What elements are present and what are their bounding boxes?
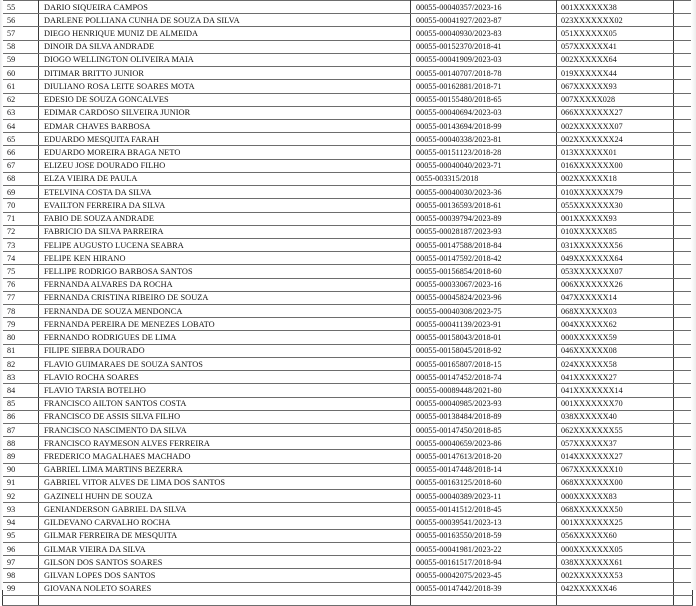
row-sequence-number: 84 [3, 384, 39, 397]
row-process-number: 00055-00041981/2023-22 [411, 542, 557, 555]
row-process-number: 00055-00158045/2018-92 [411, 344, 557, 357]
row-process-number: 00055-00040357/2023-16 [411, 1, 557, 14]
row-cpf-masked: 000XXXXXXX05 [557, 542, 674, 555]
row-blank-cell [674, 490, 693, 503]
records-table [2, 0, 693, 606]
row-blank-cell [674, 212, 693, 225]
row-cpf-masked: 066XXXXXXX27 [557, 106, 674, 119]
row-cpf-masked: 041XXXXXX27 [557, 371, 674, 384]
row-blank-cell [674, 199, 693, 212]
row-blank-cell [674, 305, 693, 318]
row-sequence-number: 77 [3, 291, 39, 304]
row-process-number: 00055-00040308/2023-75 [411, 305, 557, 318]
row-cpf-masked: 031XXXXXXX56 [557, 238, 674, 251]
row-cpf-masked: 014XXXXXXX27 [557, 450, 674, 463]
row-cpf-masked: 053XXXXXXX07 [557, 265, 674, 278]
row-blank-cell [674, 40, 693, 53]
row-process-number: 00055-00163550/2018-59 [411, 529, 557, 542]
row-process-number: 00055-00041927/2023-87 [411, 14, 557, 27]
row-person-name [39, 595, 411, 605]
row-process-number: 00055-00158043/2018-01 [411, 331, 557, 344]
row-person-name: FABRICIO DA SILVA PARREIRA [39, 225, 411, 238]
row-cpf-masked: 068XXXXXX03 [557, 305, 674, 318]
row-cpf-masked: 004XXXXXX62 [557, 318, 674, 331]
row-blank-cell [674, 93, 693, 106]
row-blank-cell [674, 384, 693, 397]
row-blank-cell [674, 80, 693, 93]
row-process-number: 00055-00141512/2018-45 [411, 503, 557, 516]
row-cpf-masked: 057XXXXXX41 [557, 40, 674, 53]
row-process-number: 00055-00155480/2018-65 [411, 93, 557, 106]
row-cpf-masked: 006XXXXXXX26 [557, 278, 674, 291]
row-process-number: 00055-00138484/2018-89 [411, 410, 557, 423]
row-blank-cell [674, 450, 693, 463]
row-sequence-number: 76 [3, 278, 39, 291]
row-process-number: 00055-00040930/2023-83 [411, 27, 557, 40]
table-row [3, 556, 693, 569]
table-row [3, 199, 693, 212]
row-cpf-masked: 067XXXXXXX10 [557, 463, 674, 476]
row-blank-cell [674, 252, 693, 265]
row-person-name: FERNANDA ALVARES DA ROCHA [39, 278, 411, 291]
row-person-name: EDIMAR CARDOSO SILVEIRA JUNIOR [39, 106, 411, 119]
table-row [3, 252, 693, 265]
row-person-name: FLAVIO TARSIA BOTELHO [39, 384, 411, 397]
row-process-number: 00055-00147442/2018-39 [411, 582, 557, 595]
table-row [3, 397, 693, 410]
row-sequence-number: 72 [3, 225, 39, 238]
row-sequence-number: 81 [3, 344, 39, 357]
row-process-number: 00055-00147613/2018-20 [411, 450, 557, 463]
row-sequence-number: 83 [3, 371, 39, 384]
row-sequence-number: 82 [3, 357, 39, 370]
row-process-number: 00055-00041909/2023-03 [411, 53, 557, 66]
row-blank-cell [674, 278, 693, 291]
table-row [3, 67, 693, 80]
row-sequence-number: 78 [3, 305, 39, 318]
row-sequence-number: 65 [3, 133, 39, 146]
row-process-number: 00055-00140707/2018-78 [411, 67, 557, 80]
row-person-name: GILSON DOS SANTOS SOARES [39, 556, 411, 569]
row-person-name: FRANCISCO AILTON SANTOS COSTA [39, 397, 411, 410]
row-person-name: EDMAR CHAVES BARBOSA [39, 119, 411, 132]
row-cpf-masked: 038XXXXXXX61 [557, 556, 674, 569]
row-process-number: 00055-00162881/2018-71 [411, 80, 557, 93]
row-person-name: GENIANDERSON GABRIEL DA SILVA [39, 503, 411, 516]
row-process-number: 00055-00156854/2018-60 [411, 265, 557, 278]
row-sequence-number: 99 [3, 582, 39, 595]
row-blank-cell [674, 1, 693, 14]
row-person-name: FERNANDA DE SOUZA MENDONCA [39, 305, 411, 318]
row-process-number: 00055-00028187/2023-93 [411, 225, 557, 238]
row-cpf-masked: 019XXXXXX44 [557, 67, 674, 80]
row-sequence-number: 58 [3, 40, 39, 53]
row-person-name: EVAILTON FERREIRA DA SILVA [39, 199, 411, 212]
row-process-number: 00055-00045824/2023-96 [411, 291, 557, 304]
row-process-number: 00055-00163125/2018-60 [411, 476, 557, 489]
row-sequence-number: 64 [3, 119, 39, 132]
row-blank-cell [674, 14, 693, 27]
row-cpf-masked: 046XXXXXX08 [557, 344, 674, 357]
row-blank-cell [674, 503, 693, 516]
table-row [3, 450, 693, 463]
records-table-body [3, 1, 693, 606]
row-blank-cell [674, 119, 693, 132]
table-row [3, 331, 693, 344]
row-sequence-number: 62 [3, 93, 39, 106]
row-sequence-number: 96 [3, 542, 39, 555]
row-sequence-number: 85 [3, 397, 39, 410]
row-cpf-masked: 056XXXXXX60 [557, 529, 674, 542]
row-cpf-masked: 024XXXXXX58 [557, 357, 674, 370]
row-sequence-number: 79 [3, 318, 39, 331]
row-person-name: FELIPE AUGUSTO LUCENA SEABRA [39, 238, 411, 251]
row-cpf-masked: 002XXXXXX64 [557, 53, 674, 66]
row-blank-cell [674, 529, 693, 542]
table-row [3, 238, 693, 251]
row-process-number: 00055-00147448/2018-14 [411, 463, 557, 476]
row-process-number: 00055-00165807/2018-15 [411, 357, 557, 370]
row-blank-cell [674, 53, 693, 66]
row-person-name: DINOIR DA SILVA ANDRADE [39, 40, 411, 53]
table-row [3, 106, 693, 119]
row-blank-cell [674, 186, 693, 199]
row-process-number: 00055-00033067/2023-16 [411, 278, 557, 291]
row-cpf-masked: 068XXXXXXX00 [557, 476, 674, 489]
table-row [3, 582, 693, 595]
table-row [3, 384, 693, 397]
table-row [3, 529, 693, 542]
row-person-name: FREDERICO MAGALHAES MACHADO [39, 450, 411, 463]
table-row [3, 225, 693, 238]
row-process-number: 00055-00042075/2023-45 [411, 569, 557, 582]
row-sequence-number: 75 [3, 265, 39, 278]
row-sequence-number: 73 [3, 238, 39, 251]
row-cpf-masked: 068XXXXXXX50 [557, 503, 674, 516]
row-person-name: FLAVIO ROCHA SOARES [39, 371, 411, 384]
row-blank-cell [674, 542, 693, 555]
row-cpf-masked: 007XXXXX028 [557, 93, 674, 106]
row-blank-cell [674, 133, 693, 146]
row-person-name: FILIPE SIEBRA DOURADO [39, 344, 411, 357]
row-sequence-number: 90 [3, 463, 39, 476]
row-process-number: 00055-00136593/2018-61 [411, 199, 557, 212]
row-cpf-masked: 055XXXXXXX30 [557, 199, 674, 212]
row-blank-cell [674, 67, 693, 80]
row-person-name: FELLIPE RODRIGO BARBOSA SANTOS [39, 265, 411, 278]
row-blank-cell [674, 556, 693, 569]
table-row [3, 40, 693, 53]
row-sequence-number: 87 [3, 424, 39, 437]
row-process-number: 00055-00040040/2023-71 [411, 159, 557, 172]
row-person-name: ELZA VIEIRA DE PAULA [39, 172, 411, 185]
row-blank-cell [674, 463, 693, 476]
table-row [3, 265, 693, 278]
row-sequence-number: 56 [3, 14, 39, 27]
row-sequence-number: 71 [3, 212, 39, 225]
row-person-name: GILDEVANO CARVALHO ROCHA [39, 516, 411, 529]
row-process-number [411, 595, 557, 605]
row-person-name: DIOGO WELLINGTON OLIVEIRA MAIA [39, 53, 411, 66]
row-person-name: FLAVIO GUIMARAES DE SOUZA SANTOS [39, 357, 411, 370]
row-process-number: 00055-00152370/2018-41 [411, 40, 557, 53]
row-blank-cell [674, 357, 693, 370]
row-person-name: GILMAR VIEIRA DA SILVA [39, 542, 411, 555]
row-blank-cell [674, 318, 693, 331]
table-row [3, 476, 693, 489]
row-person-name: DIULIANO ROSA LEITE SOARES MOTA [39, 80, 411, 93]
row-cpf-masked: 047XXXXXX14 [557, 291, 674, 304]
row-blank-cell [674, 106, 693, 119]
table-row [3, 278, 693, 291]
row-process-number: 00055-00143694/2018-99 [411, 119, 557, 132]
row-person-name: FERNANDA CRISTINA RIBEIRO DE SOUZA [39, 291, 411, 304]
row-blank-cell [674, 159, 693, 172]
row-blank-cell [674, 582, 693, 595]
row-cpf-masked: 001XXXXXX93 [557, 212, 674, 225]
table-row [3, 490, 693, 503]
row-sequence-number: 86 [3, 410, 39, 423]
table-row [3, 542, 693, 555]
row-person-name: GILVAN LOPES DOS SANTOS [39, 569, 411, 582]
table-row [3, 93, 693, 106]
row-sequence-number: 88 [3, 437, 39, 450]
row-sequence-number: 68 [3, 172, 39, 185]
row-cpf-masked: 010XXXXXXX79 [557, 186, 674, 199]
row-person-name: DARLENE POLLIANA CUNHA DE SOUZA DA SILVA [39, 14, 411, 27]
row-cpf-masked: 038XXXXXX40 [557, 410, 674, 423]
row-cpf-masked: 057XXXXXX37 [557, 437, 674, 450]
row-sequence-number: 92 [3, 490, 39, 503]
row-person-name: GABRIEL LIMA MARTINS BEZERRA [39, 463, 411, 476]
table-row [3, 357, 693, 370]
row-process-number: 00055-00151123/2018-28 [411, 146, 557, 159]
row-process-number: 00055-00041139/2023-91 [411, 318, 557, 331]
table-row [3, 318, 693, 331]
row-cpf-masked: 049XXXXXXX64 [557, 252, 674, 265]
table-row [3, 291, 693, 304]
table-row [3, 595, 693, 605]
row-cpf-masked: 002XXXXXXX24 [557, 133, 674, 146]
table-row [3, 1, 693, 14]
row-cpf-masked [557, 595, 674, 605]
row-cpf-masked: 016XXXXXXX00 [557, 159, 674, 172]
row-cpf-masked: 001XXXXXXX70 [557, 397, 674, 410]
row-person-name: FERNANDA PEREIRA DE MENEZES LOBATO [39, 318, 411, 331]
row-process-number: 00055-00039541/2023-13 [411, 516, 557, 529]
table-row [3, 344, 693, 357]
row-blank-cell [674, 238, 693, 251]
row-sequence-number: 80 [3, 331, 39, 344]
row-sequence-number: 94 [3, 516, 39, 529]
row-cpf-masked: 051XXXXXX05 [557, 27, 674, 40]
row-cpf-masked: 067XXXXXX93 [557, 80, 674, 93]
table-row [3, 503, 693, 516]
row-blank-cell [674, 172, 693, 185]
row-process-number: 00055-00089448/2021-80 [411, 384, 557, 397]
row-process-number: 0055-003315/2018 [411, 172, 557, 185]
table-row [3, 133, 693, 146]
table-row [3, 371, 693, 384]
row-process-number: 00055-00040030/2023-36 [411, 186, 557, 199]
row-blank-cell [674, 27, 693, 40]
row-process-number: 00055-00040338/2023-81 [411, 133, 557, 146]
table-row [3, 305, 693, 318]
table-row [3, 424, 693, 437]
table-row [3, 146, 693, 159]
row-sequence-number: 97 [3, 556, 39, 569]
row-sequence-number: 59 [3, 53, 39, 66]
table-row [3, 27, 693, 40]
row-sequence-number: 93 [3, 503, 39, 516]
row-process-number: 00055-00147592/2018-42 [411, 252, 557, 265]
table-row [3, 437, 693, 450]
row-blank-cell [674, 146, 693, 159]
row-person-name: ELIZEU JOSE DOURADO FILHO [39, 159, 411, 172]
row-sequence-number: 60 [3, 67, 39, 80]
row-process-number: 00055-00161517/2018-94 [411, 556, 557, 569]
table-row [3, 186, 693, 199]
table-row [3, 119, 693, 132]
row-person-name: DIEGO HENRIQUE MUNIZ DE ALMEIDA [39, 27, 411, 40]
row-sequence-number: 89 [3, 450, 39, 463]
row-blank-cell [674, 225, 693, 238]
row-cpf-masked: 042XXXXXX46 [557, 582, 674, 595]
row-cpf-masked: 062XXXXXXX55 [557, 424, 674, 437]
row-sequence-number: 66 [3, 146, 39, 159]
row-sequence-number: 98 [3, 569, 39, 582]
table-row [3, 159, 693, 172]
row-cpf-masked: 000XXXXXX59 [557, 331, 674, 344]
row-person-name: FRANCISCO RAYMESON ALVES FERREIRA [39, 437, 411, 450]
row-person-name: FRANCISCO DE ASSIS SILVA FILHO [39, 410, 411, 423]
row-blank-cell [674, 265, 693, 278]
row-cpf-masked: 002XXXXXXX07 [557, 119, 674, 132]
row-blank-cell [674, 476, 693, 489]
row-process-number: 00055-00040389/2023-11 [411, 490, 557, 503]
table-row [3, 410, 693, 423]
row-sequence-number: 70 [3, 199, 39, 212]
row-blank-cell [674, 595, 693, 605]
row-sequence-number: 67 [3, 159, 39, 172]
row-blank-cell [674, 424, 693, 437]
row-blank-cell [674, 291, 693, 304]
row-process-number: 00055-00147588/2018-84 [411, 238, 557, 251]
row-process-number: 00055-00040659/2023-86 [411, 437, 557, 450]
row-sequence-number: 55 [3, 1, 39, 14]
table-row [3, 53, 693, 66]
row-cpf-masked: 010XXXXXX85 [557, 225, 674, 238]
row-blank-cell [674, 516, 693, 529]
table-row [3, 172, 693, 185]
row-sequence-number: 74 [3, 252, 39, 265]
row-cpf-masked: 000XXXXXX83 [557, 490, 674, 503]
row-person-name: FABIO DE SOUZA ANDRADE [39, 212, 411, 225]
row-sequence-number [3, 595, 39, 605]
row-person-name: GILMAR FERREIRA DE MESQUITA [39, 529, 411, 542]
row-sequence-number: 57 [3, 27, 39, 40]
table-row [3, 463, 693, 476]
row-person-name: FELIPE KEN HIRANO [39, 252, 411, 265]
table-row [3, 14, 693, 27]
row-cpf-masked: 013XXXXXX01 [557, 146, 674, 159]
row-person-name: DITIMAR BRITTO JUNIOR [39, 67, 411, 80]
row-sequence-number: 61 [3, 80, 39, 93]
row-process-number: 00055-00040694/2023-03 [411, 106, 557, 119]
table-row [3, 212, 693, 225]
row-blank-cell [674, 569, 693, 582]
table-row [3, 80, 693, 93]
row-process-number: 00055-00147450/2018-85 [411, 424, 557, 437]
row-blank-cell [674, 437, 693, 450]
row-cpf-masked: 001XXXXXX38 [557, 1, 674, 14]
row-blank-cell [674, 344, 693, 357]
row-cpf-masked: 041XXXXXXX14 [557, 384, 674, 397]
row-person-name: GAZINELI HUHN DE SOUZA [39, 490, 411, 503]
row-person-name: EDUARDO MESQUITA FARAH [39, 133, 411, 146]
table-row [3, 569, 693, 582]
row-person-name: EDUARDO MOREIRA BRAGA NETO [39, 146, 411, 159]
row-person-name: DARIO SIQUEIRA CAMPOS [39, 1, 411, 14]
row-cpf-masked: 023XXXXXXX02 [557, 14, 674, 27]
row-sequence-number: 91 [3, 476, 39, 489]
row-person-name: GABRIEL VITOR ALVES DE LIMA DOS SANTOS [39, 476, 411, 489]
row-person-name: ETELVINA COSTA DA SILVA [39, 186, 411, 199]
row-blank-cell [674, 331, 693, 344]
row-process-number: 00055-00040985/2023-93 [411, 397, 557, 410]
row-person-name: FRANCISCO NASCIMENTO DA SILVA [39, 424, 411, 437]
row-sequence-number: 69 [3, 186, 39, 199]
row-sequence-number: 63 [3, 106, 39, 119]
row-person-name: GIOVANA NOLETO SOARES [39, 582, 411, 595]
row-cpf-masked: 002XXXXXXX53 [557, 569, 674, 582]
row-sequence-number: 95 [3, 529, 39, 542]
row-process-number: 00055-00039794/2023-89 [411, 212, 557, 225]
row-person-name: FERNANDO RODRIGUES DE LIMA [39, 331, 411, 344]
row-process-number: 00055-00147452/2018-74 [411, 371, 557, 384]
row-blank-cell [674, 397, 693, 410]
row-cpf-masked: 002XXXXXX18 [557, 172, 674, 185]
row-blank-cell [674, 371, 693, 384]
table-row [3, 516, 693, 529]
row-cpf-masked: 001XXXXXXX25 [557, 516, 674, 529]
row-person-name: EDESIO DE SOUZA GONCALVES [39, 93, 411, 106]
row-blank-cell [674, 410, 693, 423]
